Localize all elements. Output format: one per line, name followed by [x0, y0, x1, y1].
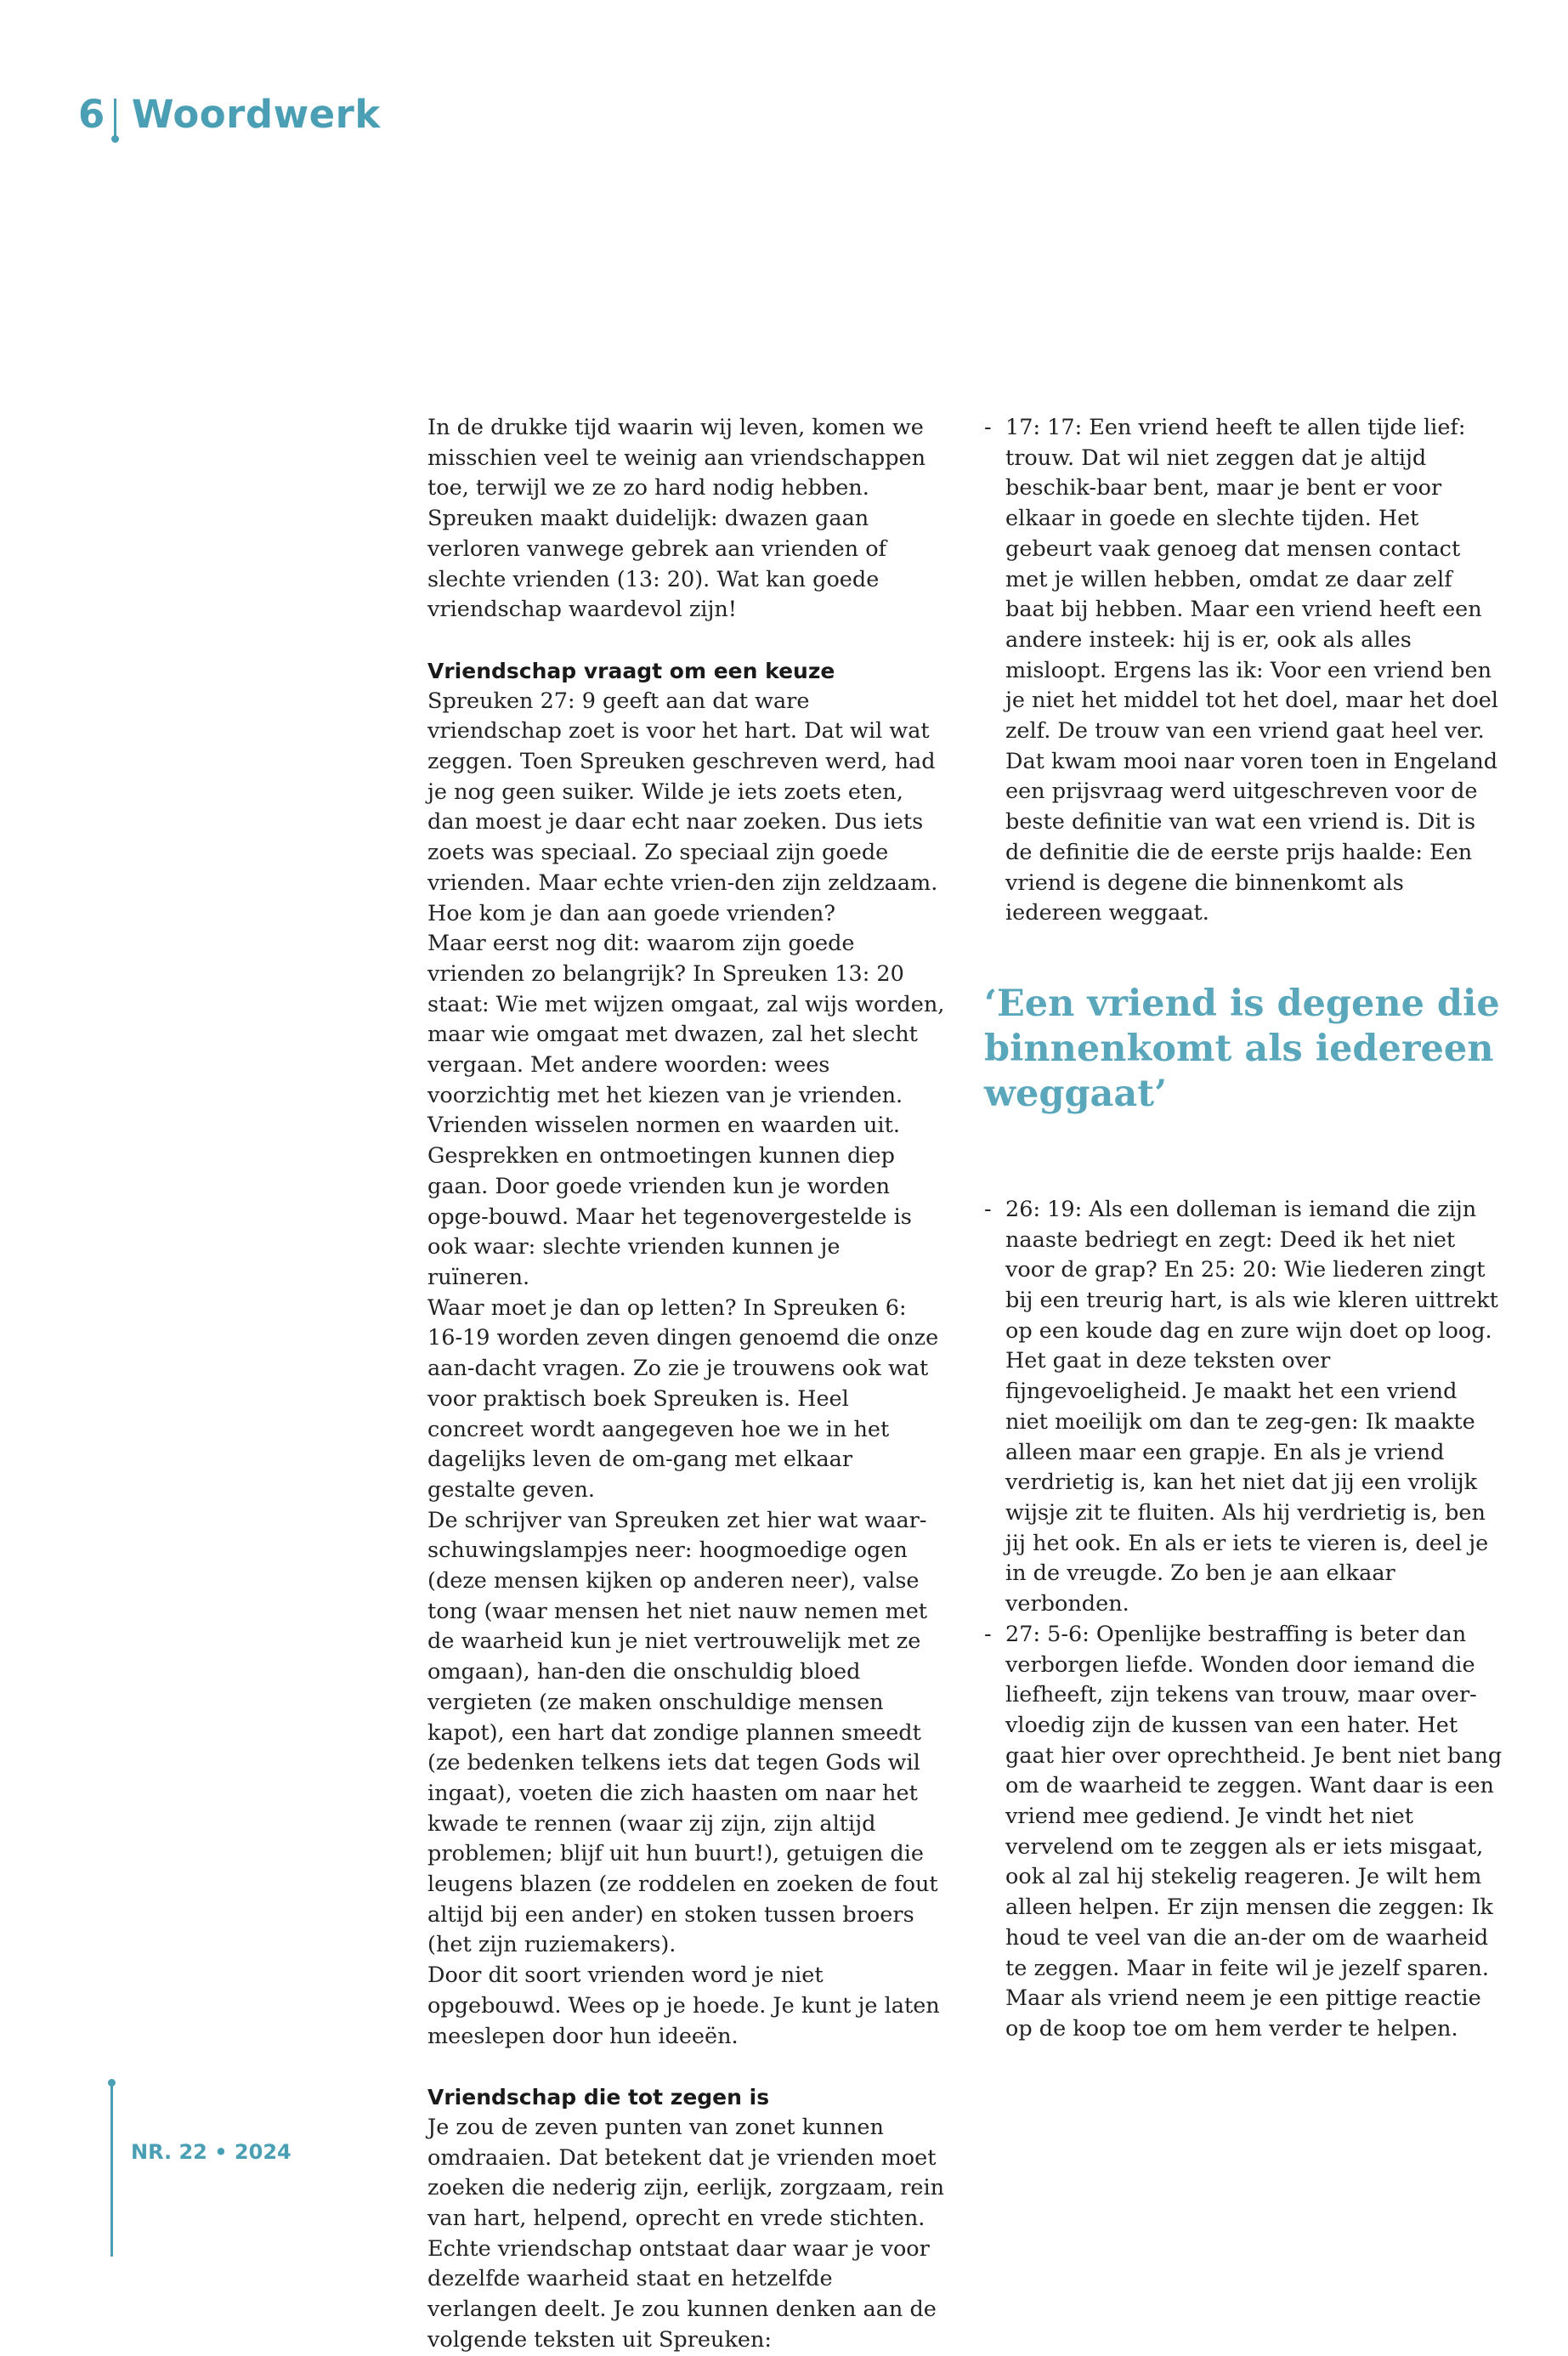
footer-divider — [110, 2082, 113, 2257]
pull-quote: ‘Een vriend is degene die binnenkomt als iedereen weggaat’ — [984, 982, 1500, 1115]
intro-paragraph: In de drukke tijd waarin wij leven, komen we misschien veel te weinig aan vriendschappen toe, terwijl we ze zo hard nodig hebben. Spreuken maakt duidelijk: dwazen gaan verloren vanwege gebrek aan vrienden of slechte vrienden (13: 20). Wat kan goede vriendschap waardevol zijn! — [427, 415, 926, 623]
body-paragraph: Spreuken 27: 9 geeft aan dat ware vriendschap zoet is voor het hart. Dat wil wat zeggen. Toen Spreuken geschreven werd, had je nog geen suiker. Wilde je iets zoets eten, dan moest je daar echt naar zoeken. Dus iets zoets was speciaal. Zo speciaal zijn goede vrienden. Maar echte vrien-den zijn zeldzaam. Hoe kom je dan aan goede vrienden? — [427, 688, 938, 926]
bullet-dash: - — [984, 1196, 992, 1222]
article-column-left — [427, 413, 946, 2356]
page-number: 6 — [78, 92, 105, 137]
list-item-text: 26: 19: Als een dolleman is iemand die zijn naaste bedriegt en zegt: Deed ik het niet voor de grap? En 25: 20: Wie liederen zingt bij een treurig hart, is als wie kleren uittrekt op een koude dag en zure wijn doet op loog. Het gaat in deze teksten over fijngevoeligheid. Je maakt het een vriend niet moeilijk om dan te zeg-gen: Ik maakte alleen maar een grapje. En als je vriend verdrietig is, kan het niet dat jij een vrolijk wijsje zit te fluiten. Als hij verdrietig is, ben jij het ook. En als er iets te vieren is, deel je in de vreugde. Zo ben je aan elkaar verbonden. — [1005, 1196, 1498, 1617]
section-heading: Vriendschap die tot zegen is — [427, 2085, 770, 2110]
list-item-text: 17: 17: Een vriend heeft te allen tijde lief: trouw. Dat wil niet zeggen dat je altijd beschik-baar bent, maar je bent er voor elkaar in goede en slechte tijden. Het gebeurt vaak genoeg dat mensen contact met je willen hebben, omdat ze daar zelf baat bij hebben. Maar een vriend heeft een andere insteek: hij is er, ook als alles misloopt. Ergens las ik: Voor een vriend ben je niet het middel tot het doel, maar het doel zelf. De trouw van een vriend gaat heel ver. Dat kwam mooi naar voren toen in Engeland een prijsvraag werd uitgeschreven voor de beste definitie van wat een vriend is. Dit is de definitie die de eerste prijs haalde: Een vriend is degene die binnenkomt als iedereen weggaat. — [1005, 415, 1498, 926]
section-title: Woordwerk — [131, 92, 381, 137]
bullet-dash: - — [984, 1621, 992, 1647]
list-item — [984, 1620, 1503, 2045]
body-paragraph: De schrijver van Spreuken zet hier wat waar-schuwingslampjes neer: hoogmoedige ogen (deze mensen kijken op anderen neer), valse tong (waar mensen het niet nauw nemen met de waarheid kun je niet vertrouwelijk met ze omgaan), han-den die onschuldig bloed vergieten (ze maken onschuldige mensen kapot), een hart dat zondige plannen smeedt (ze bedenken telkens iets dat tegen Gods wil ingaat), voeten die zich haasten om naar het kwade te rennen (waar zij zijn, zijn altijd problemen; blijf uit hun buurt!), getuigen die leugens blazen (ze roddelen en zoeken de fout altijd bij een ander) en stoken tussen broers (het zijn ruziemakers). — [427, 1507, 938, 1958]
page-header — [78, 92, 381, 137]
body-paragraph: Maar eerst nog dit: waarom zijn goede vrienden zo belangrijk? In Spreuken 13: 20 staat: Wie met wijzen omgaat, zal wijs worden, maar wie omgaat met dwazen, zal het slecht vergaan. Met andere woorden: wees voorzichtig met het kiezen van je vrienden. Vrienden wisselen normen en waarden uit. Gesprekken en ontmoetingen kunnen diep gaan. Door goede vrienden kun je worden opge-bouwd. Maar het tegenovergestelde is ook waar: slechte vrienden kunnen je ruïneren. — [427, 931, 945, 1290]
bullet-dash: - — [984, 415, 992, 440]
body-paragraph: Waar moet je dan op letten? In Spreuken 6: 16-19 worden zeven dingen genoemd die onze aan-dacht vragen. Zo zie je trouwens ook wat voor praktisch boek Spreuken is. Heel concreet wordt aangegeven hoe we in het dagelijks leven de om-gang met elkaar gestalte geven. — [427, 1294, 939, 1503]
body-paragraph: Door dit soort vrienden word je niet opgebouwd. Wees op je hoede. Je kunt je laten meeslepen door hun ideeën. — [427, 1962, 940, 2049]
header-divider — [114, 99, 116, 138]
list-item-text: 27: 5-6: Openlijke bestraffing is beter dan verborgen liefde. Wonden door iemand die liefheeft, zijn tekens van trouw, maar over-vloedig zijn de kussen van een hater. Het gaat hier over oprechtheid. Je bent niet bang om de waarheid te zeggen. Want daar is een vriend mee gediend. Je vindt het niet vervelend om te zeggen als er iets misgaat, ook al zal hij stekelig reageren. Je wilt hem alleen helpen. Er zijn mensen die zeggen: Ik houd te veel van die an-der om de waarheid te zeggen. Maar in feite wil je jezelf sparen. Maar als vriend neem je een pittige reactie op de koop toe om hem verder te helpen. — [1005, 1621, 1503, 2042]
article-column-right — [984, 413, 1503, 2045]
section-heading: Vriendschap vraagt om een keuze — [427, 658, 835, 683]
body-paragraph: Je zou de zeven punten van zonet kunnen omdraaien. Dat betekent dat je vrienden moet zoeken die nederig zijn, eerlijk, zorgzaam, rein van hart, helpend, oprecht en vrede stichten. Echte vriendschap ontstaat daar waar je voor dezelfde waarheid staat en hetzelfde verlangen deelt. Je zou kunnen denken aan de volgende teksten uit Spreuken: — [427, 2114, 945, 2353]
list-item — [984, 413, 1503, 929]
issue-label: NR. 22 • 2024 — [131, 2140, 292, 2164]
list-item — [984, 1195, 1503, 1620]
